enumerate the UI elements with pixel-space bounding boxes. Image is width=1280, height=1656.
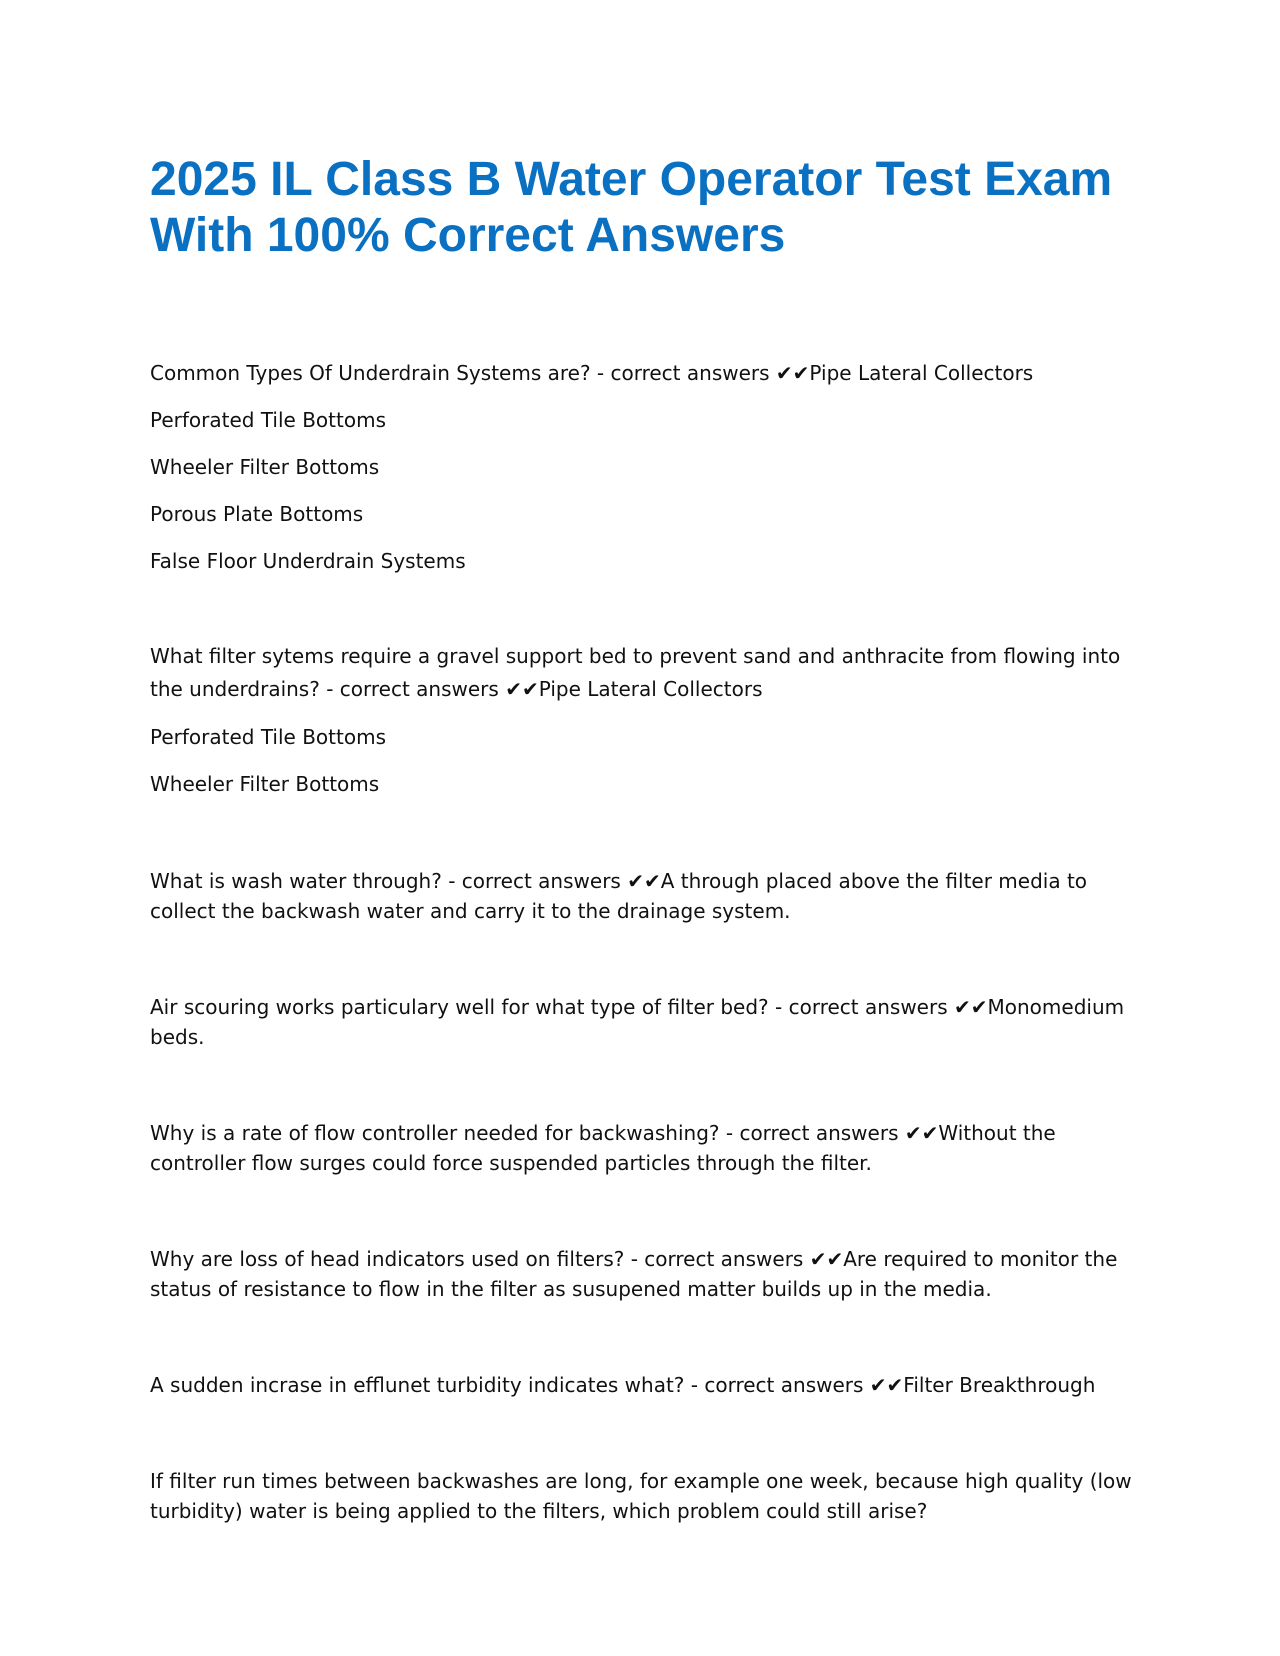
question-line	[150, 1118, 1140, 1178]
separator-text: - correct answers	[624, 1247, 810, 1271]
answer-item: Perforated Tile Bottoms	[150, 408, 386, 432]
question-text: What filter sytems require a gravel support bed to prevent sand and anthracite from flowing into the underdrains?	[150, 644, 1121, 701]
answer-text: Monomedium beds.	[150, 995, 1125, 1049]
answer-item: False Floor Underdrain Systems	[150, 549, 466, 573]
question-line	[150, 640, 1140, 706]
answer-item: Wheeler Filter Bottoms	[150, 772, 380, 796]
check-icon: ✔✔	[869, 1373, 904, 1397]
question-line	[150, 1466, 1140, 1526]
check-icon: ✔✔	[775, 361, 810, 385]
answer-text: Without the controller flow surges could force suspended particles through the filter.	[150, 1121, 1056, 1175]
spacer	[150, 577, 1140, 640]
question-text: What is wash water through?	[150, 869, 442, 893]
question-line	[150, 1370, 1140, 1400]
check-icon: ✔✔	[809, 1247, 844, 1271]
spacer	[150, 1304, 1140, 1370]
qa-block	[150, 1466, 1140, 1526]
qa-block	[150, 1244, 1140, 1304]
qa-block	[150, 640, 1140, 800]
question-line	[150, 992, 1140, 1052]
separator-text: - correct answers	[768, 995, 954, 1019]
question-text: A sudden incrase in efflunet turbidity indicates what?	[150, 1373, 685, 1397]
question-text: Why are loss of head indicators used on filters?	[150, 1247, 625, 1271]
qa-block	[150, 992, 1140, 1052]
question-text: If filter run times between backwashes are long, for example one week, because high quality (low turbidity) water is being applied to the filters, which problem could still arise?	[150, 1469, 1132, 1523]
qa-block	[150, 1370, 1140, 1400]
spacer	[150, 800, 1140, 866]
question-line	[150, 866, 1140, 926]
question-line	[150, 358, 1140, 389]
spacer	[150, 1052, 1140, 1118]
question-text: Air scouring works particulary well for what type of filter bed?	[150, 995, 769, 1019]
answer-text: Pipe Lateral Collectors	[538, 677, 763, 701]
answer-item: Porous Plate Bottoms	[150, 502, 364, 526]
spacer	[150, 1178, 1140, 1244]
qa-block	[150, 1118, 1140, 1178]
separator-text: - correct answers	[441, 869, 628, 893]
check-icon: ✔✔	[904, 1121, 939, 1145]
answer-item: Wheeler Filter Bottoms	[150, 455, 380, 479]
separator-text: - correct answers	[319, 677, 506, 701]
qa-list	[150, 358, 1140, 1526]
answer-text: Filter Breakthrough	[903, 1373, 1096, 1397]
document-title: 2025 IL Class B Water Operator Test Exam With 100% Correct Answers	[150, 153, 1113, 262]
answer-text: A through placed above the filter media to collect the backwash water and carry it to the drainage system.	[150, 869, 1088, 923]
spacer	[150, 926, 1140, 992]
check-icon: ✔✔	[954, 995, 988, 1019]
answer-item: Perforated Tile Bottoms	[150, 725, 386, 749]
check-icon: ✔✔	[505, 677, 539, 701]
question-text: Common Types Of Underdrain Systems are?	[150, 361, 591, 385]
question-text: Why is a rate of flow controller needed for backwashing?	[150, 1121, 720, 1145]
spacer	[150, 1400, 1140, 1466]
question-line	[150, 1244, 1140, 1304]
separator-text: - correct answers	[719, 1121, 905, 1145]
check-icon: ✔✔	[627, 869, 661, 893]
qa-block	[150, 358, 1140, 577]
qa-block	[150, 866, 1140, 926]
answer-text: Pipe Lateral Collectors	[809, 361, 1034, 385]
answer-text: Are required to monitor the status of resistance to flow in the filter as susupened matter builds up in the media.	[150, 1247, 1118, 1301]
separator-text: - correct answers	[590, 361, 776, 385]
separator-text: - correct answers	[684, 1373, 870, 1397]
